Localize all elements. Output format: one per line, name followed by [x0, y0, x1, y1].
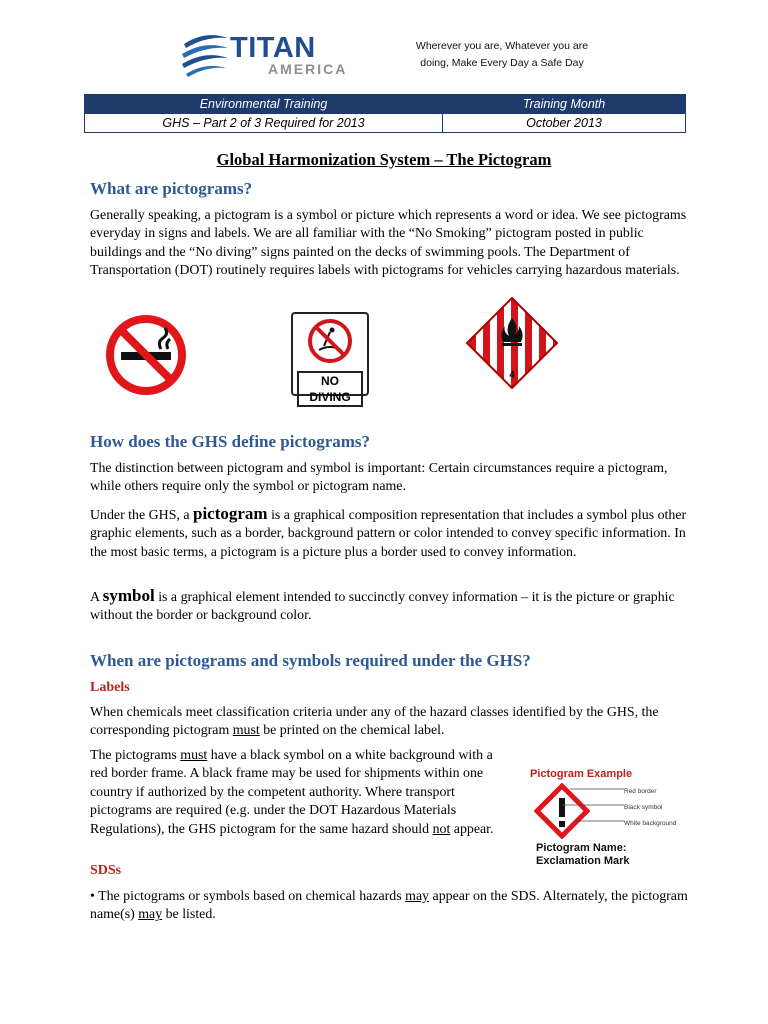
- callout-white-background: White background: [624, 820, 677, 827]
- labels-paragraph-2: [90, 747, 502, 839]
- table-header-row: [85, 95, 686, 114]
- training-info-table: [84, 94, 686, 133]
- header-environmental-training: Environmental Training: [85, 95, 443, 114]
- no-diving-icon: [293, 314, 367, 366]
- example-title: Pictogram Example: [530, 768, 633, 780]
- labels-p2-body: have a black symbol on a white background with a red border frame. A black frame may be used for shipments within one country if authorized by the competent authority. Where transport pictograms are required (e.g. under the DOT Hazardous Materials Regulations), the GHS pictogram for the same hazard should: [90, 748, 493, 837]
- pictogram-term: pictogram: [193, 504, 268, 523]
- callout-red-border: Red border: [624, 788, 657, 795]
- labels-p2-lead: The pictograms: [90, 748, 181, 763]
- sds-middle: appear on the SDS. Alternately, the pictogram name(s): [90, 889, 688, 923]
- labels-p2-must: must: [180, 748, 208, 763]
- pictogram-name-block: [536, 842, 630, 868]
- safety-tagline: [402, 38, 602, 72]
- no-diving-text: NO DIVING: [297, 371, 363, 407]
- sds-may-1: may: [405, 889, 430, 904]
- labels-paragraph-1: [90, 704, 688, 741]
- section-heading-ghs-define: How does the GHS define pictograms?: [90, 432, 371, 451]
- callout-labels: [624, 784, 676, 832]
- hazmat-class-number: 4: [509, 370, 515, 381]
- labels-subheading: Labels: [90, 680, 130, 695]
- section-heading-when-required: When are pictograms and symbols required under the GHS?: [90, 651, 531, 670]
- pictogram-example: [520, 765, 690, 875]
- pictogram-definition-paragraph: Generally speaking, a pictogram is a symbol or picture which represents a word or idea. We see pictograms everyday in signs and labels. We are all familiar with the “No Smoking” pictogram posted in public buildings and the “No diving” signs painted on the decks of swimming pools. The Department of Transportation (DOT) routinely requires labels with pictograms for vehicles carrying hazardous materials.: [90, 208, 687, 279]
- table-row: [85, 114, 686, 133]
- labels-p1-tail: be printed on the chemical label.: [259, 723, 445, 739]
- pictogram-def-body: is a graphical composition representation that includes a symbol plus other graphic elements, such as a border, background pattern or color intended to convey specific information. In the most basic terms, a pictogram is a picture plus a border used to convey information.: [90, 508, 687, 560]
- pictogram-ghs-definition: [90, 505, 688, 562]
- tagline-line-2: doing, Make Every Day a Safe Day: [420, 57, 584, 69]
- sds-tail: be listed.: [162, 907, 216, 923]
- symbol-definition: [90, 587, 688, 626]
- hazmat-flammable-solid-diamond-icon: [465, 296, 559, 390]
- tagline-line-1: Wherever you are, Whatever you are: [415, 40, 589, 52]
- logo-america-text: AMERICA: [268, 61, 348, 77]
- no-diving-sign: [291, 312, 369, 404]
- sdss-subheading: SDSs: [90, 863, 122, 878]
- callout-black-symbol: Black symbol: [624, 804, 663, 811]
- pictogram-def-lead: Under the GHS, a: [90, 508, 193, 523]
- distinction-paragraph: The distinction between pictogram and symbol is important: Certain circumstances require a pictogram, while others require only the symbol or pictogram name.: [90, 461, 668, 495]
- no-smoking-sign-icon: [105, 314, 187, 396]
- labels-p2-tail: appear.: [450, 821, 494, 837]
- labels-p1-must: must: [232, 723, 260, 739]
- symbol-def-body: is a graphical element intended to succinctly convey information – it is the picture or graphic without the border or background color.: [90, 590, 675, 624]
- swoosh-icon: [180, 30, 230, 78]
- pictogram-name-label: Pictogram Name:: [536, 842, 627, 854]
- labels-p1-lead: When chemicals meet classification criteria under any of the hazard classes identified by the GHS, the corresponding pictogram: [90, 705, 659, 739]
- header-training-month: Training Month: [443, 95, 686, 114]
- symbol-def-lead: A: [90, 590, 103, 605]
- labels-p2-not: not: [432, 821, 451, 837]
- callout-lines: [562, 785, 624, 825]
- page-title: Global Harmonization System – The Pictogram: [216, 150, 552, 169]
- sds-lead: • The pictograms or symbols based on chemical hazards: [90, 889, 406, 904]
- symbol-term: symbol: [102, 586, 155, 605]
- sds-paragraph: [90, 888, 688, 925]
- training-topic-cell: GHS – Part 2 of 3 Required for 2013: [85, 114, 443, 133]
- logo-titan-text: TITAN: [230, 32, 316, 64]
- sds-may-2: may: [138, 907, 163, 923]
- pictogram-name-value: Exclamation Mark: [536, 855, 630, 867]
- section-heading-what-are-pictograms: What are pictograms?: [90, 179, 253, 198]
- training-month-cell: October 2013: [443, 114, 686, 133]
